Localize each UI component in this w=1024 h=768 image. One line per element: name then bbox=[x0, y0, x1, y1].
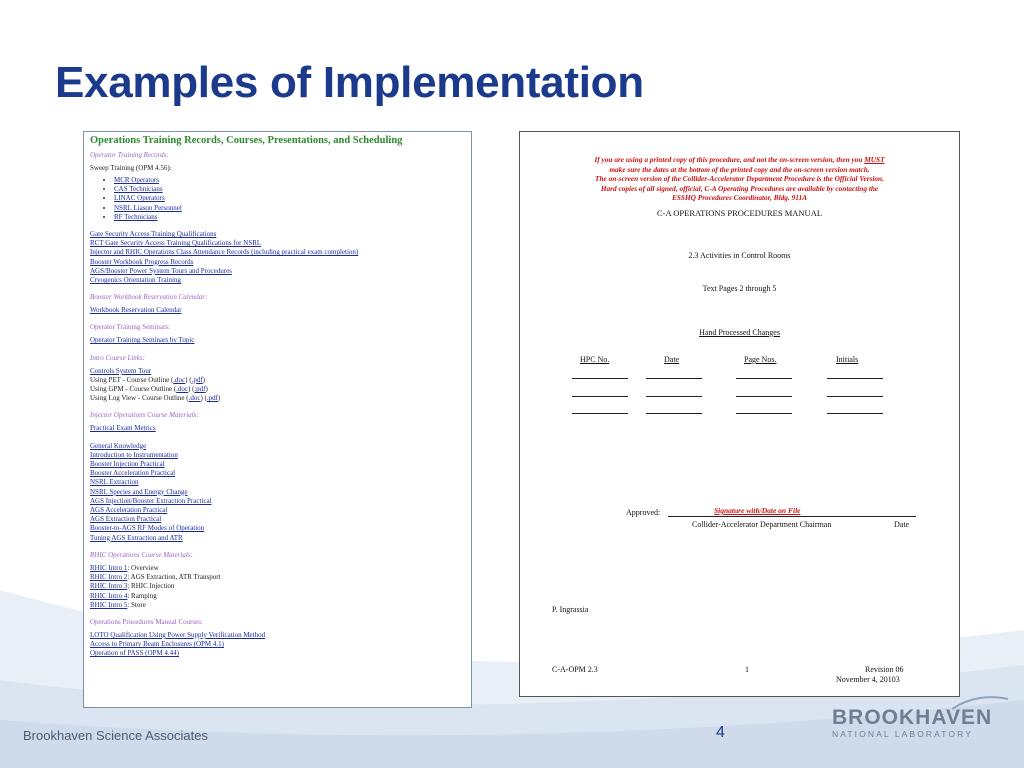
hpc-column-header: Initials bbox=[836, 355, 859, 364]
rhic-intro-link[interactable]: RHIC Intro 2 bbox=[90, 573, 128, 582]
doc-file-link[interactable]: .doc bbox=[173, 375, 186, 384]
doc-link[interactable]: Cryogenics Orientation Training bbox=[90, 276, 181, 285]
rhic-intro-link[interactable]: RHIC Intro 3 bbox=[90, 582, 128, 591]
official-version-notice: If you are using a printed copy of this procedure, and not the on-screen version, then you MUST make sure the dates at the bottom of the printed copy and the on-screen version match. The on-screen version of the Collider-Accelerator Department Procedure is the Official Version. Hard copies of all signed, official, C-A Operating Procedures are available by contacting the ESSHQ Procedures Coordinator, Bldg. 911A bbox=[594, 155, 885, 203]
injector-links bbox=[90, 442, 465, 543]
doc-link[interactable]: Booster Acceleration Practical bbox=[90, 469, 176, 478]
chairman-caption: Collider-Accelerator Department Chairman bbox=[692, 520, 832, 529]
doc-link[interactable]: AGS Acceleration Practical bbox=[90, 506, 168, 515]
approved-label: Approved: bbox=[626, 508, 661, 517]
doc-file-link[interactable]: .doc bbox=[188, 394, 201, 403]
opm-heading: Operations Procedures Manual Courses: bbox=[90, 617, 203, 626]
workbook-calendar-link[interactable]: Workbook Reservation Calendar bbox=[90, 306, 182, 315]
slide-page-number: 4 bbox=[716, 724, 725, 741]
rhic-intro-line: RHIC Intro 1: Overview bbox=[90, 563, 159, 572]
controls-tour-link[interactable]: Controls System Tour bbox=[90, 366, 152, 375]
slide-title: Examples of Implementation bbox=[55, 58, 644, 107]
doc-link[interactable]: AGS Extraction Practical bbox=[90, 515, 162, 524]
procedure-cover-page bbox=[519, 131, 960, 697]
pdf-file-link[interactable]: .pdf bbox=[194, 385, 206, 394]
rhic-links bbox=[90, 564, 465, 610]
doc-link[interactable]: AGS Injection/Booster Extraction Practical bbox=[90, 496, 212, 505]
exam-metrics-link[interactable]: Practical Exam Metrics bbox=[90, 424, 156, 433]
doc-file-link[interactable]: .doc bbox=[176, 385, 188, 394]
doc-link[interactable]: RCT Gate Security Access Training Qualifications for NSRL bbox=[90, 239, 262, 248]
text-pages: Text Pages 2 through 5 bbox=[702, 284, 777, 293]
doc-link[interactable]: Injector and RHIC Operations Class Attendance Records (including practical exam completion) bbox=[90, 248, 359, 257]
author-name: P. Ingrassia bbox=[552, 605, 589, 614]
intro-links bbox=[90, 367, 465, 404]
doc-link[interactable]: NSRL Extraction bbox=[90, 478, 139, 487]
left-doc-title: Operations Training Records, Courses, Presentations, and Scheduling bbox=[90, 135, 403, 146]
course-outline-line: Using GPM - Course Outline (.doc) (.pdf) bbox=[90, 385, 208, 394]
revision-number: Revision 06 bbox=[865, 665, 904, 674]
rhic-intro-link[interactable]: RHIC Intro 4 bbox=[90, 591, 128, 600]
logo-swoosh-icon bbox=[950, 693, 1010, 711]
doc-link[interactable]: Booster Injection Practical bbox=[90, 460, 165, 469]
signature-placeholder: Signature with/Date on File bbox=[714, 506, 801, 515]
seminars-link[interactable]: Operator Training Seminars by Topic bbox=[90, 336, 195, 345]
list-item[interactable]: • CAS Technicians bbox=[114, 185, 465, 194]
list-item[interactable]: • NSRL Liason Personnel bbox=[114, 204, 465, 213]
operator-records-heading: Operator Training Records: bbox=[90, 151, 169, 159]
footer-organization: Brookhaven Science Associates bbox=[23, 728, 208, 743]
brookhaven-logo bbox=[832, 707, 992, 739]
doc-link[interactable]: LOTO Qualification Using Power Supply Verification Method bbox=[90, 630, 266, 639]
doc-link[interactable]: Booster Workbook Progress Records bbox=[90, 257, 194, 266]
document-id: C-A-OPM 2.3 bbox=[552, 665, 598, 674]
opm-links bbox=[90, 631, 465, 659]
rhic-heading: RHIC Operations Course Materials: bbox=[90, 550, 193, 559]
training-records-document bbox=[83, 131, 472, 708]
list-item[interactable]: • MCR Operators bbox=[114, 176, 465, 185]
doc-link[interactable]: Introduction to Instrumentation bbox=[90, 450, 178, 459]
manual-title: C-A OPERATIONS PROCEDURES MANUAL bbox=[656, 208, 823, 218]
hpc-column-header: Date bbox=[664, 355, 680, 364]
rhic-intro-line: RHIC Intro 3: RHIC Injection bbox=[90, 582, 175, 591]
course-outline-line: Using Log View - Course Outline (.doc) (.pdf) bbox=[90, 394, 221, 403]
rhic-intro-link[interactable]: RHIC Intro 5 bbox=[90, 600, 128, 609]
rhic-intro-line: RHIC Intro 2: AGS Extraction, ATR Transport bbox=[90, 573, 221, 582]
revision-date: November 4, 20103 bbox=[836, 675, 900, 684]
signature-line bbox=[668, 516, 916, 517]
rhic-intro-link[interactable]: RHIC Intro 1 bbox=[90, 563, 128, 572]
intro-heading: Intro Course Links: bbox=[90, 353, 145, 362]
pdf-file-link[interactable]: .pdf bbox=[206, 394, 218, 403]
booster-heading: Booster Workbook Reservation Calendar: bbox=[90, 293, 208, 302]
doc-link[interactable]: General Knowledge bbox=[90, 441, 147, 450]
hpc-column-header: Page Nos. bbox=[744, 355, 777, 364]
doc-link[interactable]: Booster-to-AGS RF Modes of Operation bbox=[90, 524, 205, 533]
doc-link[interactable]: Access to Primary Beam Enclosures (OPM 4.1) bbox=[90, 640, 224, 649]
logo-wordmark: BROOKHAVEN bbox=[832, 706, 993, 729]
list-item[interactable]: • RF Technicians bbox=[114, 213, 465, 222]
sweep-training-list bbox=[90, 176, 465, 222]
section-title: 2.3 Activities in Control Rooms bbox=[688, 251, 791, 260]
doc-link[interactable]: Operation of PASS (OPM 4.44) bbox=[90, 649, 179, 658]
document-page-number: 1 bbox=[745, 665, 749, 674]
pdf-file-link[interactable]: .pdf bbox=[191, 375, 203, 384]
rhic-intro-line: RHIC Intro 4: Ramping bbox=[90, 591, 157, 600]
hpc-column-header: HPC No. bbox=[580, 355, 610, 364]
list-item[interactable]: • LINAC Operators bbox=[114, 194, 465, 203]
injector-heading: Injector Operations Course Materials: bbox=[90, 411, 199, 420]
sweep-training-label: Sweep Training (OPM 4.56): bbox=[90, 164, 172, 172]
seminars-heading: Operator Training Seminars: bbox=[90, 323, 171, 332]
hpc-heading: Hand Processed Changes bbox=[699, 328, 780, 337]
doc-link[interactable]: NSRL Species and Energy Change bbox=[90, 487, 188, 496]
course-outline-line: Using PET - Course Outline (.doc) (.pdf) bbox=[90, 375, 206, 384]
date-caption: Date bbox=[894, 520, 910, 529]
gate-links bbox=[90, 230, 465, 285]
doc-link[interactable]: AGS/Booster Power System Tours and Procedures bbox=[90, 266, 232, 275]
doc-link[interactable]: Gate Security Access Training Qualifications bbox=[90, 230, 217, 239]
doc-link[interactable]: Tuning AGS Extraction and ATR bbox=[90, 533, 183, 542]
logo-subtitle: NATIONAL LABORATORY bbox=[832, 729, 973, 739]
rhic-intro-line: RHIC Intro 5: Store bbox=[90, 600, 146, 609]
